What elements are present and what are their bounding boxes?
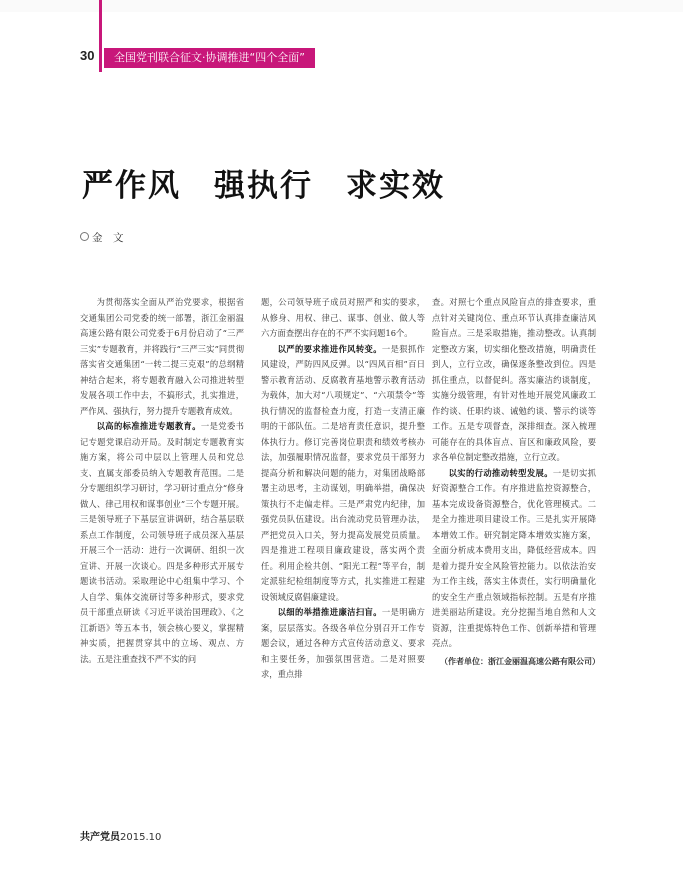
paragraph-text: 题，公司领导班子成员对照严和实的要求，从修身、用权、律己、谋事、创业、做人等六方面查摆出存在的不严不实问题16个。 (261, 297, 425, 338)
paragraph-text: 查。对照七个重点风险盲点的排查要求，重点针对关键岗位、重点环节认真排查廉洁风险盲点。三是采取措施，推动整改。认真制定整改方案，切实细化整改措施，明确责任到人，立行立改，确保逐条整改到位。四是抓住重点，以督促纠。落实廉洁约谈制度，实施分级管理，有针对性地开展党风廉政工作约谈、任职约谈、诫勉约谈、警示约谈等工作。五是专项督查，深排细查。深入梳理可能存在的具体盲点、盲区和廉政风险，要求各单位制定整改措施，立行立改。 (432, 297, 596, 462)
paragraph (261, 295, 425, 342)
paragraph-lead: 以高的标准推进专题教育。 (96, 421, 201, 431)
paragraph-text: 一是明确方案，层层落实。各级各单位分别召开工作专题会议，通过各种方式宣传活动意义、要求和主要任务，加强氛围营造。二是对照要求，重点排 (261, 607, 425, 679)
page-footer (80, 828, 161, 843)
paragraph-lead: 以实的行动推动转型发展。 (448, 467, 553, 478)
accent-rule (99, 0, 102, 72)
paragraph (261, 605, 425, 683)
section-header: 全国党刊联合征文·协调推进“四个全面” (104, 48, 315, 68)
paragraph (80, 419, 244, 667)
paragraph-text: 一是切实抓好资源整合工作。有序推进监控资源整合，基本完成设备资源整合，优化管理模式。二是全力推进项目建设工作。三是扎实开展降本增效工作。研究制定降本增效实施方案，全面分析成本费用支出，降低经营成本。四是着力提升安全风险管控能力。以依法治安为工作主线，落实主体责任，实行明确量化的安全生产重点领域指标控制。五是有序推进美丽站所建设。充分挖掘当地自然和人文资源，注重提炼特色工作、创新举措和管理亮点。 (432, 467, 596, 648)
paragraph (432, 295, 596, 466)
column-3 (432, 295, 600, 669)
author-name: 金 文 (92, 232, 124, 244)
paragraph (261, 342, 425, 606)
paragraph-lead: 以严的要求推进作风转变。 (277, 343, 382, 354)
author-line (80, 230, 124, 245)
column-2 (261, 295, 425, 683)
magazine-brand: 共产党员 (80, 832, 120, 843)
paragraph-text: 一是党委书记专题党课启动开局。及时制定专题教育实施方案，将公司中层以上管理人员和党总支、直属支部委员纳入专题教育范围。二是分专题组织学习研讨，学习研讨重点分“修身做人、律己用权和谋事创业”三个专题开展。三是领导班子下基层宣讲调研，结合基层联系点工作制度，公司领导班子成员深入基层开展三个一活动：进行一次调研、组织一次宣讲、开展一次谈心。四是多种形式开展专题读书活动。采取理论中心组集中学习、个人自学、集体交流研讨等多种形式，要求党员干部重点研读《习近平谈治国理政》、《之江新语》等五本书，领会核心要义，掌握精神实质，把握贯穿其中的立场、观点、方法。五是注重查找不严不实的问 (80, 421, 244, 664)
author-affiliation-note: （作者单位：浙江金丽温高速公路有限公司） (440, 655, 600, 666)
column-1 (80, 295, 244, 667)
page-top-strip (0, 0, 683, 12)
article-title: 严作风 强执行 求实效 (82, 168, 445, 204)
paragraph (432, 466, 596, 652)
paragraph (80, 295, 244, 419)
paragraph-lead: 以细的举措推进廉洁扫盲。 (277, 607, 382, 617)
author-marker-icon (80, 232, 89, 241)
page-number: 30 (80, 48, 95, 63)
paragraph-text: 为贯彻落实全面从严治党要求，根据省交通集团公司党委的统一部署，浙江金丽温高速公路有限公司党委于6月份启动了“三严三实”专题教育，并将践行“三严三实”同贯彻落实省交通集团“一转二提三克艰”的总纲精神结合起来，将专题教育融入公司推进转型发展各项工作中去，不搞形式，扎实推进，严作风、强执行，努力提升专题教育成效。 (80, 297, 244, 416)
paragraph-text: 一是狠抓作风建设，严防四风反弹。以“四风百相”百日警示教育活动、反腐教育基地警示教育活动为载体，加大对“八项规定”、“六项禁令”等执行情况的监督检查力度，打造一支清正廉明的干部队伍。二是培育责任意识，提升整体执行力。修订完善岗位职责和绩效考核办法，加强履职情况监督，要求党员干部努力提高分析和解决问题的能力，对集团战略部署主动思考，主动谋划，明确举措，确保决策执行不走偏走样。三是严肃党内纪律，加强党员队伍建设。出台流动党员管理办法，严把党员入口关，努力提高发展党员质量。四是推进工程项目廉政建设，落实两个责任。利用企检共创、“阳光工程”等平台，制定派驻纪检组制度等方式，扎实推进工程建设领域反腐倡廉建设。 (261, 343, 425, 602)
issue-date: 2015.10 (120, 832, 162, 843)
